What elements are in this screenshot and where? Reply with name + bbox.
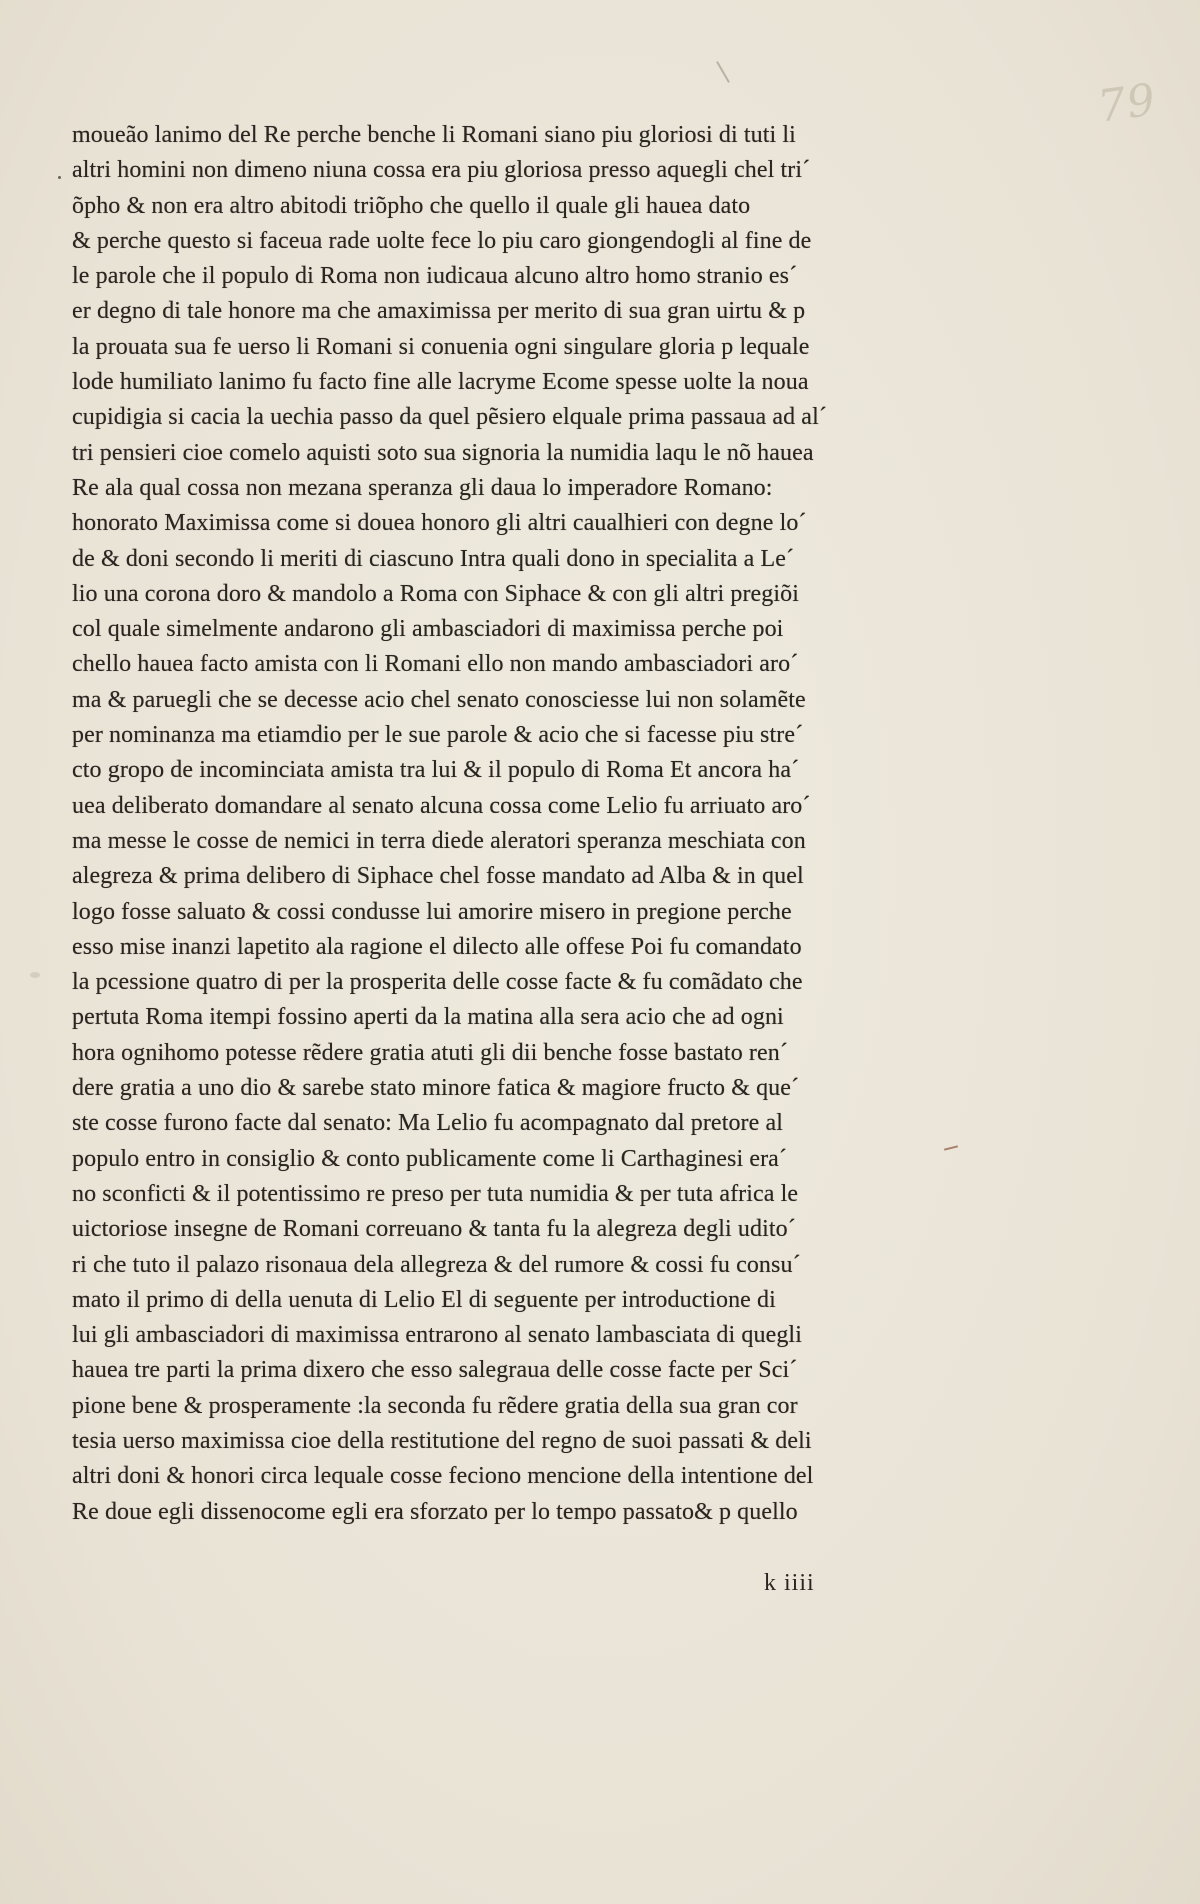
- text-line: col quale simelmente andarono gli ambasciadori di maximissa perche poi: [72, 616, 784, 643]
- text-line: esso mise inanzi lapetito ala ragione el dilecto alle offese Poi fu comandato: [72, 933, 802, 960]
- text-line: le parole che il populo di Roma non iudicaua alcuno altro homo stranio es´: [72, 263, 798, 290]
- text-line: uea deliberato domandare al senato alcuna cossa come Lelio fu arriuato aro´: [72, 792, 811, 819]
- text-line: logo fosse saluato & cossi condusse lui amorire misero in pregione perche: [72, 898, 792, 925]
- text-line: populo entro in consiglio & conto publicamente come li Carthaginesi era´: [72, 1145, 788, 1172]
- text-line: la pcessione quatro di per la prosperita delle cosse facte & fu comãdato che: [72, 969, 803, 996]
- text-line: hauea tre parti la prima dixero che esso salegraua delle cosse facte per Sci´: [72, 1357, 798, 1384]
- text-line: cto gropo de incominciata amista tra lui & il populo di Roma Et ancora ha´: [72, 757, 800, 784]
- text-line: hora ognihomo potesse rẽdere gratia atuti gli dii benche fosse bastato ren´: [72, 1039, 788, 1066]
- text-line: ri che tuto il palazo risonaua dela allegreza & del rumore & cossi fu consu´: [72, 1251, 801, 1278]
- text-line: alegreza & prima delibero di Siphace chel fosse mandato ad Alba & in quel: [72, 863, 804, 890]
- signature-mark: k iiii: [764, 1570, 815, 1596]
- text-line: ste cosse furono facte dal senato: Ma Lelio fu acompagnato dal pretore al: [72, 1110, 784, 1137]
- text-line: de & doni secondo li meriti di ciascuno Intra quali dono in specialita a Le´: [72, 545, 795, 572]
- text-line: Re doue egli dissenocome egli era sforzato per lo tempo passato& p quello: [72, 1498, 798, 1525]
- text-line: altri homini non dimeno niuna cossa era piu gloriosa presso aquegli chel tri´: [72, 157, 811, 184]
- text-line: per nominanza ma etiamdio per le sue parole & acio che si facesse piu stre´: [72, 722, 804, 749]
- text-line: uictoriose insegne de Romani correuano & tanta fu la alegreza degli udito´: [72, 1216, 796, 1243]
- text-line: ma messe le cosse de nemici in terra diede aleratori speranza meschiata con: [72, 827, 806, 854]
- text-line: lode humiliato lanimo fu facto fine alle lacryme Ecome spesse uolte la noua: [72, 369, 809, 396]
- margin-mark: [716, 61, 730, 83]
- text-line: Re ala qual cossa non mezana speranza gli daua lo imperadore Romano:: [72, 474, 773, 501]
- text-line: pione bene & prosperamente :la seconda fu rẽdere gratia della sua gran cor: [72, 1392, 798, 1419]
- text-line: õpho & non era altro abitodi triõpho che quello il quale gli hauea dato: [72, 192, 751, 219]
- text-line: tesia uerso maximissa cioe della restitutione del regno de suoi passati & deli: [72, 1427, 812, 1454]
- text-line: la prouata sua fe uerso li Romani si conuenia ogni singulare gloria p lequale: [72, 333, 810, 360]
- text-line: mato il primo di della uenuta di Lelio El di seguente per introductione di: [72, 1286, 776, 1313]
- text-line: chello hauea facto amista con li Romani ello non mando ambasciadori aro´: [72, 651, 799, 678]
- text-line: lio una corona doro & mandolo a Roma con Siphace & con gli altri pregiõi: [72, 580, 800, 607]
- text-line: pertuta Roma itempi fossino aperti da la matina alla sera acio che ad ogni: [72, 1004, 784, 1031]
- margin-dot: [58, 176, 61, 179]
- text-line: tri pensieri cioe comelo aquisti soto sua signoria la numidia laqu le nõ hauea: [72, 439, 814, 466]
- margin-stain: [30, 972, 40, 978]
- text-line: lui gli ambasciadori di maximissa entrarono al senato lambasciata di quegli: [72, 1322, 802, 1349]
- folio-number: 79: [1094, 74, 1160, 133]
- text-line: & perche questo si faceua rade uolte fece lo piu caro giongendogli al fine de: [72, 227, 812, 254]
- text-line: er degno di tale honore ma che amaximissa per merito di sua gran uirtu & p: [72, 298, 806, 325]
- body-text: [72, 118, 952, 1530]
- text-line: ma & paruegli che se decesse acio chel senato conosciesse lui non solamẽte: [72, 686, 806, 713]
- text-line: moueão lanimo del Re perche benche li Romani siano piu gloriosi di tuti li: [72, 122, 796, 148]
- text-line: honorato Maximissa come si douea honoro gli altri caualhieri con degne lo´: [72, 510, 807, 537]
- text-line: dere gratia a uno dio & sarebe stato minore fatica & magiore fructo & que´: [72, 1075, 800, 1102]
- text-line: no sconficti & il potentissimo re preso per tuta numidia & per tuta africa le: [72, 1180, 799, 1207]
- text-line: cupidigia si cacia la uechia passo da quel pẽsiero elquale prima passaua ad al´: [72, 404, 827, 431]
- text-line: altri doni & honori circa lequale cosse feciono mencione della intentione del: [72, 1463, 814, 1490]
